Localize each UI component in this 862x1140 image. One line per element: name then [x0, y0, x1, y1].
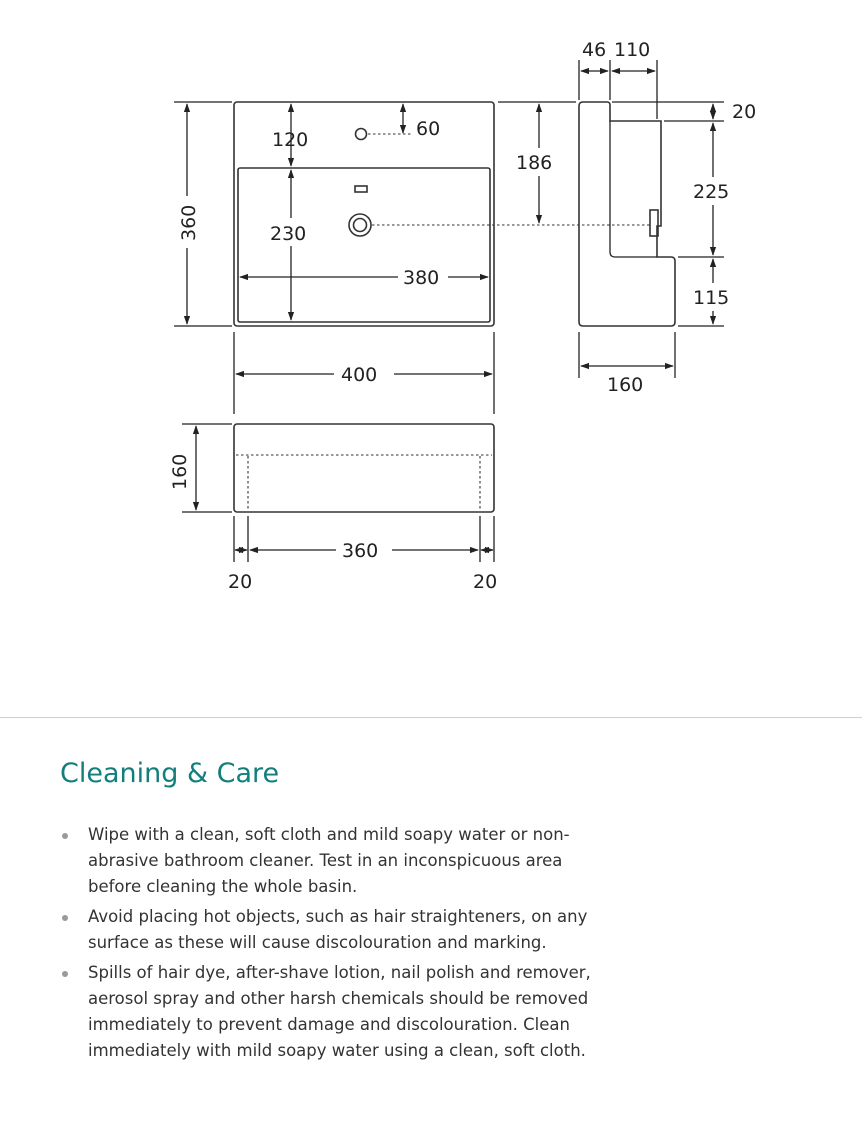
- front-view: [169, 424, 497, 593]
- front-view-outline: [234, 424, 494, 512]
- dim-115-label: 115: [693, 287, 730, 309]
- tap-hole-icon: [356, 129, 367, 140]
- dim-186-label: 186: [516, 152, 553, 174]
- care-line: Spills of hair dye, after-shave lotion, nail polish and remover,: [88, 963, 591, 982]
- care-line: surface as these will cause discolouration and marking.: [88, 933, 547, 952]
- care-line: before cleaning the whole basin.: [88, 877, 358, 896]
- dim-380-label: 380: [403, 267, 440, 289]
- side-view-outline: [579, 102, 675, 326]
- side-view-inner-curve: [610, 252, 657, 257]
- dim-46-label: 46: [582, 39, 607, 61]
- dim-20-right-label: 20: [473, 571, 498, 593]
- overflow-slot-icon: [355, 186, 367, 192]
- cleaning-care-list: [60, 822, 700, 1068]
- care-line: immediately to prevent damage and discolouration. Clean: [88, 1015, 570, 1034]
- dim-230-label: 230: [270, 223, 307, 245]
- section-divider: [0, 717, 862, 718]
- dim-360-width-label: 360: [342, 540, 379, 562]
- dim-160-side-label: 160: [607, 374, 644, 396]
- care-item-spills: [60, 960, 700, 1064]
- care-line: Avoid placing hot objects, such as hair straighteners, on any: [88, 907, 588, 926]
- dim-120-label: 120: [272, 129, 309, 151]
- care-line: immediately with mild soapy water using a clean, soft cloth.: [88, 1041, 586, 1060]
- dim-225-label: 225: [693, 181, 730, 203]
- side-view: [579, 39, 756, 396]
- dim-20-top-label: 20: [732, 101, 757, 123]
- care-line: aerosol spray and other harsh chemicals should be removed: [88, 989, 589, 1008]
- cleaning-care-heading: Cleaning & Care: [60, 758, 280, 789]
- dim-360-height-label: 360: [178, 204, 200, 241]
- care-line: Wipe with a clean, soft cloth and mild soapy water or non-: [88, 825, 570, 844]
- dim-110-label: 110: [614, 39, 651, 61]
- care-line: abrasive bathroom cleaner. Test in an inconspicuous area: [88, 851, 563, 870]
- dim-160-front-label: 160: [169, 453, 191, 490]
- waste-outlet-icon: [349, 214, 371, 236]
- care-item-hot-objects: [60, 904, 700, 956]
- dim-400-label: 400: [341, 364, 378, 386]
- care-item-wipe: [60, 822, 700, 900]
- dim-60-label: 60: [416, 118, 441, 140]
- waste-outlet-inner-icon: [354, 219, 367, 232]
- dim-20-left-label: 20: [228, 571, 253, 593]
